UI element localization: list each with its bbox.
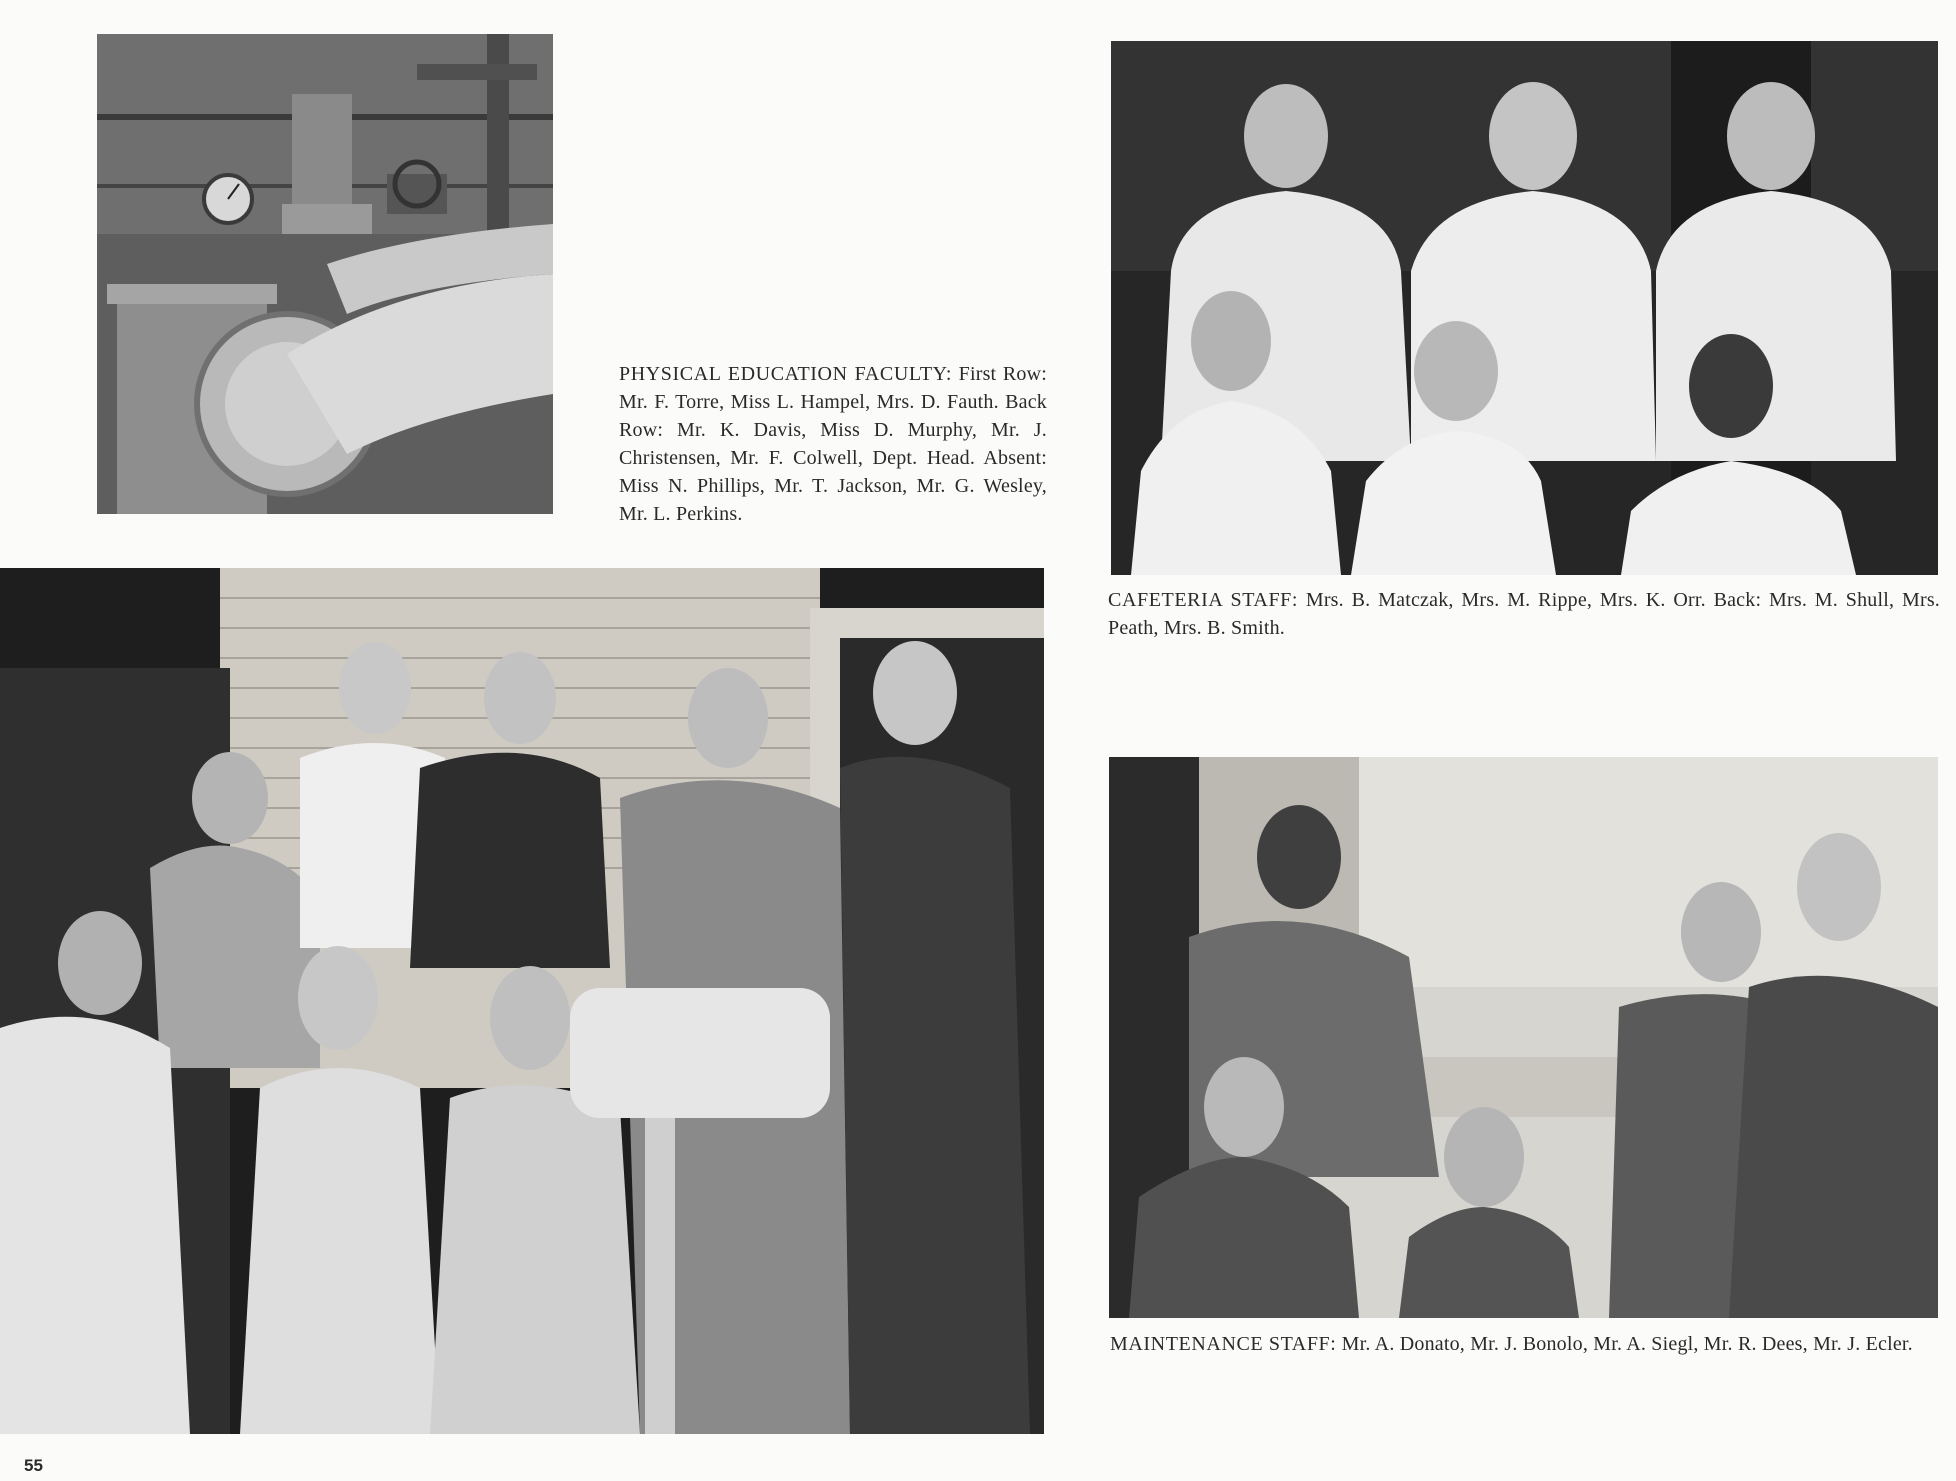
maintenance-caption-text: Mr. A. Donato, Mr. J. Bonolo, Mr. A. Siegl, Mr. R. Dees, Mr. J. Ecler.: [1341, 1333, 1913, 1355]
physical-education-faculty-photo: [0, 568, 1044, 1434]
pe-faculty-caption-heading: PHYSICAL EDUCATION FACULTY:: [619, 363, 953, 385]
cafeteria-caption-heading: CAFETERIA STAFF:: [1108, 589, 1299, 611]
maintenance-staff-photo: [1109, 757, 1938, 1318]
boiler-room-pipes-photo: [97, 34, 553, 514]
pe-faculty-caption: [619, 360, 1047, 528]
pe-faculty-caption-text: First Row: Mr. F. Torre, Miss L. Hampel, Mrs. D. Fauth. Back Row: Mr. K. Davis, Miss D. Murphy, Mr. J. Christensen, Mr. F. Colwell, Dept. Head. Absent: Miss N. Phillips, Mr. T. Jackson, Mr. G. Wesley, Mr. L. Perkins.: [619, 363, 1048, 525]
page-number: 55: [24, 1456, 43, 1475]
cafeteria-caption-text: Mrs. B. Matczak, Mrs. M. Rippe, Mrs. K. Orr. Back: Mrs. M. Shull, Mrs. Peath, Mrs. B. Smith.: [1108, 589, 1940, 639]
maintenance-staff-caption: [1110, 1330, 1940, 1358]
cafeteria-staff-caption: [1108, 586, 1940, 642]
maintenance-caption-heading: MAINTENANCE STAFF:: [1110, 1333, 1337, 1355]
cafeteria-staff-photo: [1111, 41, 1938, 575]
